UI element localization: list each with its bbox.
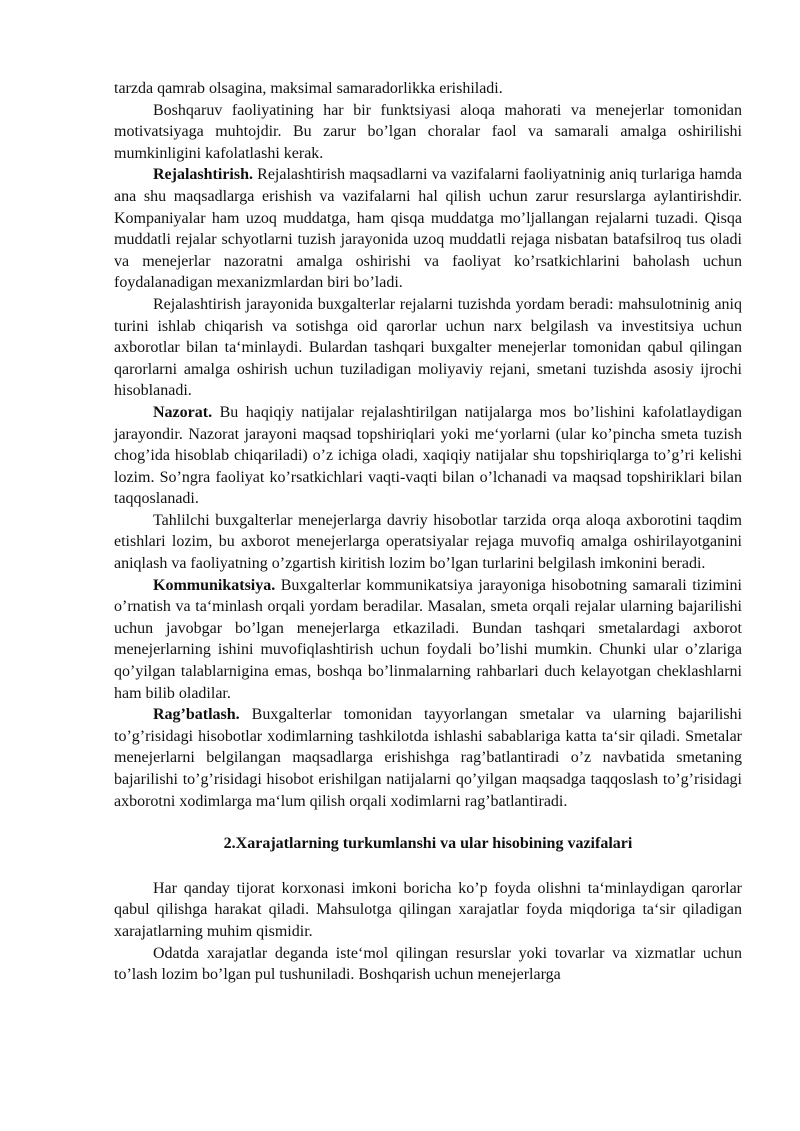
paragraph-text: Rejalashtirish jarayonida buxgalterlar rejalarni tuzishda yordam beradi: mahsulotninig aniq turini ishlab chiqarish va sotishga oid qarorlar uchun narx belgilash va investitsiya uchun axborotlar bilan ta‘minlaydi. Bulardan tashqari buxgalter menejerlar tomonidan qabul qilingan qarorlarni amalga oshirish uchun tuziladigan moliyaviy rejani, smetani tuzishda asosiy ijrochi hisoblanadi. <box>114 295 742 400</box>
paragraph-analyst-accountants <box>114 510 742 575</box>
paragraph-text: Tahlilchi buxgalterlar menejerlarga davriy hisobotlar tarzida orqa aloqa axborotini taqdim etishlari lozim, bu axborot menejerlarga operatsiyalar rejaga muvofiq amalga oshirilayotganini aniqlash va faoliyatning o’zgartish kiritish lozim bo’lgan turlarini belgilash imkonini beradi. <box>114 511 742 573</box>
paragraph-intro-continuation <box>114 78 742 100</box>
paragraph-text: Har qanday tijorat korxonasi imkoni boricha ko’p foyda olishni ta‘minlaydigan qarorlar qabul qilishga harakat qiladi. Mahsulotga qilingan xarajatlar foyda miqdoriga ta‘sir qiladigan xarajatlarning muhim qismidir. <box>114 879 742 940</box>
paragraph-text: Rejalashtirish maqsadlarni va vazifalarni faoliyatninig aniq turlariga hamda ana shu maqsadlarga erishish va vazifalarni hal qilish uchun zarur resurslarga aylantirishdir. Kompaniyalar ham uzoq muddatga, ham qisqa muddatga mo’ljallangan rejalarni tuzadi. Qisqa muddatli rejalar schyotlarni tuzish jarayonida uzoq muddatli rejaga nisbatan batafsilroq tus oladi va menejerlar nazoratni amalga oshirishi va faoliyat ko’rsatkichlarini baholash uchun foydalanadigan mexanizmlardan biri bo’ladi. <box>114 166 742 292</box>
paragraph-motivation <box>114 704 742 812</box>
section-heading: 2.Xarajatlarning turkumlanshi va ular hisobining vazifalari <box>223 835 633 853</box>
paragraph-text: Boshqaruv faoliyatining har bir funktsiyasi aloqa mahorati va menejerlar tomonidan motivatsiyaga muhtojdir. Bu zarur bo’lgan choralar faol va samarali amalga oshirilishi mumkinligini kafolatlashi kerak. <box>114 101 742 162</box>
paragraph-commercial-enterprise <box>114 878 742 943</box>
paragraph-text: tarzda qamrab olsagina, maksimal samaradorlikka erishiladi. <box>114 80 503 97</box>
paragraph-planning <box>114 164 742 294</box>
paragraph-communication <box>114 575 742 705</box>
paragraph-text: Buxgalterlar tomonidan tayyorlangan smetalar va ularning bajarilishi to’g’risidagi hisobotlar xodimlarning tashkilotda ishlashi sabablariga katta ta‘sir qiladi. Smetalar menejerlarni belgilangan maqsadlarga erishishga rag’batlantiradi o’z navbatida smetaning bajarilishi to’g’risidagi hisobot erishilgan natijalarni qo’yilgan maqsadga taqqoslash to’g’risidagi axborotni xodimlarga ma‘lum qilish orqali xodimlarni rag’batlantiradi. <box>114 706 742 810</box>
paragraph-lead-term: Kommunikatsiya. <box>153 576 276 594</box>
paragraph-text: Odatda xarajatlar deganda iste‘mol qilingan resurslar yoki tovarlar va xizmatlar uchun to’lash lozim bo’lgan pul tushuniladi. Boshqarish uchun menejerlarga <box>114 944 742 984</box>
document-page <box>114 78 742 986</box>
paragraph-control <box>114 402 742 510</box>
paragraph-text: Buxgalterlar kommunikatsiya jarayoniga hisobotning samarali tizimini o’rnatish va ta‘minlash orqali yordam beradilar. Masalan, smeta orqali rejalar ularning bajarilishi uchun javobgar bo’lgan menejerlarga etkaziladi. Bundan tashqari smetalardagi axborot menejerlarning ishini muvofiqlashtirish uchun foydali bo’lishi mumkin. Chunki ular o’zlariga qo’yilgan talablarnigina emas, boshqa bo’linmalarning rahbarlari duch kelayotgan cheklashlarni ham bilib oladilar. <box>114 576 742 702</box>
paragraph-lead-term: Nazorat. <box>153 403 213 421</box>
paragraph-management-functions <box>114 100 742 165</box>
paragraph-lead-term: Rejalashtirish. <box>153 166 253 184</box>
paragraph-planning-process <box>114 294 742 402</box>
paragraph-costs-definition <box>114 943 742 986</box>
paragraph-text: Bu haqiqiy natijalar rejalashtirilgan natijalarga mos bo’lishini kafolatlaydigan jarayondir. Nazorat jarayoni maqsad topshiriqlari yoki me‘yorlarni (ular ko’pincha smeta tuzish chog’ida hisoblab chiqariladi) o’z ichiga oladi, xaqiqiy natijalar shu topshiriqlarga to’g’ri kelishi lozim. So’ngra faoliyat ko’rsatkichlari vaqti-vaqti bilan o’lchanadi va maqsad topshiriklari bilan taqqoslanadi. <box>114 403 742 508</box>
paragraph-lead-term: Rag’batlash. <box>153 706 240 724</box>
